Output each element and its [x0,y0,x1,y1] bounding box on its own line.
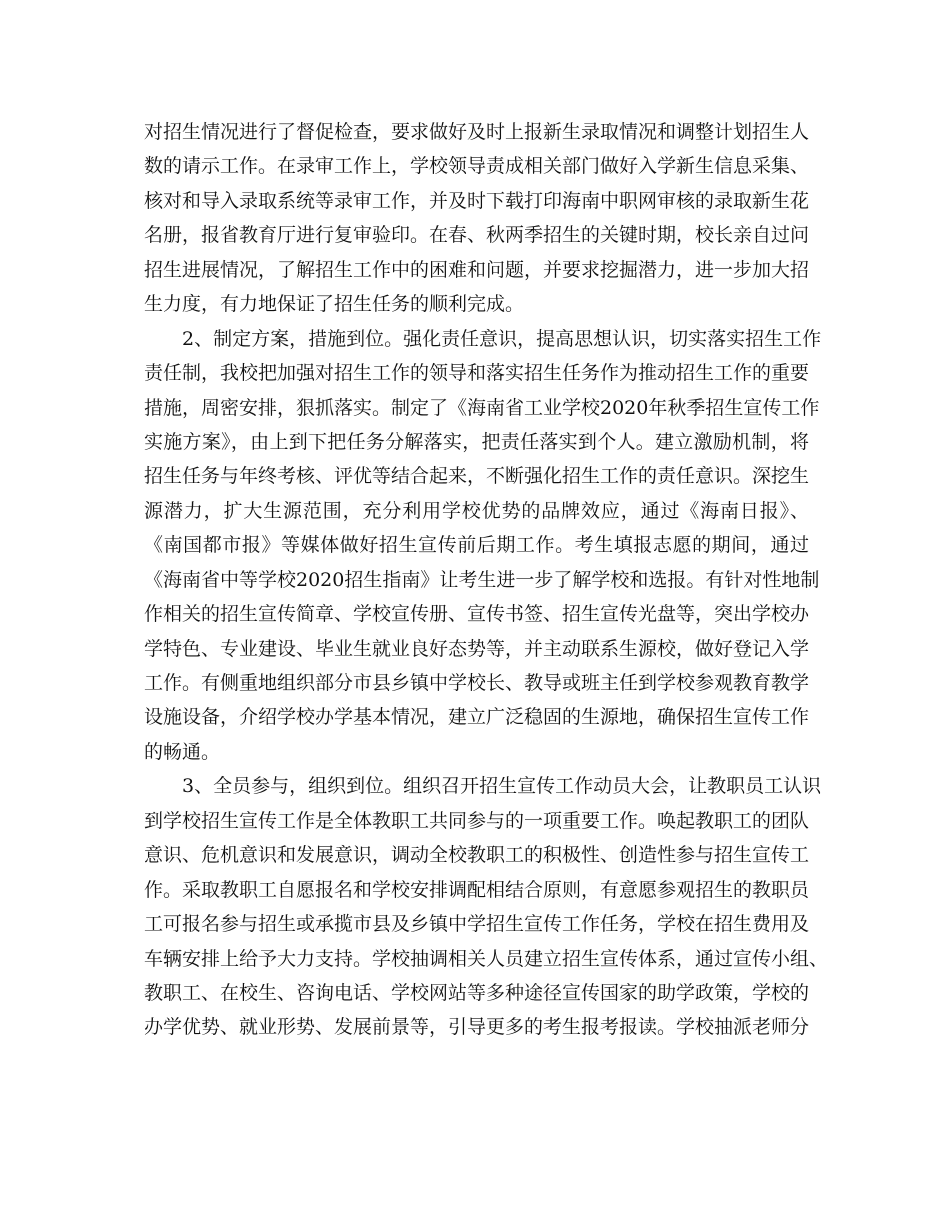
text-line: 到学校招生宣传工作是全体教职工共同参与的一项重要工作。唤起教职工的团队 [144,809,810,832]
document-body [144,115,829,1045]
text-line: 学特色、专业建设、毕业生就业良好态势等，并主动联系生源校，做好登记入学 [144,637,810,660]
text-line: 《海南省中等学校2020招生指南》让考生进一步了解学校和选报。有针对性地制 [144,568,820,591]
text-line: 源潜力，扩大生源范围，充分利用学校优势的品牌效应，通过《海南日报》、 [144,499,809,522]
text-line: 责任制，我校把加强对招生工作的领导和落实招生任务作为推动招生工作的重要 [144,362,810,385]
text-line: 办学优势、就业形势、发展前景等，引导更多的考生报考报读。学校抽派老师分 [144,1016,810,1039]
text-line: 生力度，有力地保证了招生任务的顺利完成。 [144,293,525,316]
text-line: 《南国都市报》等媒体做好招生宣传前后期工作。考生填报志愿的期间，通过 [144,534,809,557]
paragraph-3 [144,769,829,1045]
text-line: 招生进展情况，了解招生工作中的困难和问题，并要求挖掘潜力，进一步加大招 [144,258,810,281]
text-line: 实施方案》，由上到下把任务分解落实，把责任落实到个人。建立激励机制，将 [144,430,809,453]
paragraph-2 [144,322,822,770]
text-line: 对招生情况进行了督促检查，要求做好及时上报新生录取情况和调整计划招生人 [144,121,810,143]
text-line: 教职工、在校生、咨询电话、学校网站等多种途径宣传国家的助学政策，学校的 [144,981,810,1004]
text-line: 工作。有侧重地组织部分市县乡镇中学校长、教导或班主任到学校参观教育教学 [144,672,810,694]
text-line: 名册，报省教育厅进行复审验印。在春、秋两季招生的关键时期，校长亲自过问 [144,224,810,247]
text-line: 措施，周密安排，狠抓落实。制定了《海南省工业学校2020年秋季招生宣传工作 [144,396,820,419]
paragraph-1 [144,115,809,322]
text-line: 工可报名参与招生或承揽市县及乡镇中学招生宣传工作任务，学校在招生费用及 [144,913,810,936]
text-line: 的畅通。 [144,740,221,763]
text-line: 设施设备，介绍学校办学基本情况，建立广泛稳固的生源地，确保招生宣传工作 [144,706,810,729]
text-line: 作相关的招生宣传简章、学校宣传册、宣传书签、招生宣传光盘等，突出学校办 [144,603,810,626]
text-line: 意识、危机意识和发展意识，调动全校教职工的积极性、创造性参与招生宣传工 [144,844,810,867]
text-line: 2、制定方案，措施到位。强化责任意识，提高思想认识，切实落实招生工作 [182,327,822,350]
text-line: 3、全员参与，组织到位。组织召开招生宣传工作动员大会，让教职员工认识 [182,775,822,798]
text-line: 核对和导入录取系统等录审工作，并及时下载打印海南中职网审核的录取新生花 [144,189,810,212]
text-line: 车辆安排上给予大力支持。学校抽调相关人员建立招生宣传体系，通过宣传小组、 [144,947,829,970]
text-line: 作。采取教职工自愿报名和学校安排调配相结合原则，有意愿参观招生的教职员 [144,878,810,901]
text-line: 数的请示工作。在录审工作上，学校领导责成相关部门做好入学新生信息采集、 [144,155,810,178]
text-line: 招生任务与年终考核、评优等结合起来，不断强化招生工作的责任意识。深挖生 [144,465,810,488]
